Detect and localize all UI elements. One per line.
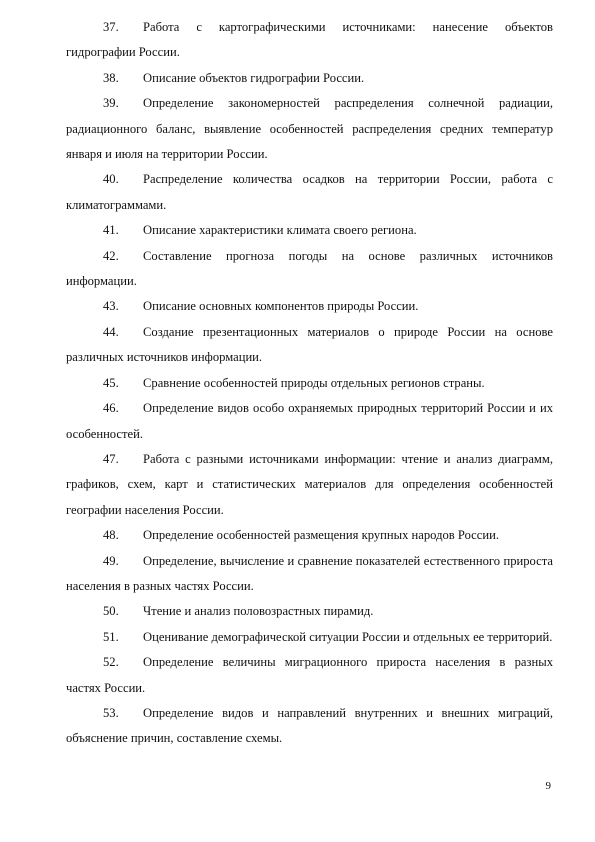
list-item — [66, 15, 553, 66]
list-item-number: 51. — [103, 629, 119, 644]
list-item-text: Оценивание демографической ситуации России и отдельных ее территорий. — [143, 629, 553, 644]
page-number: 9 — [545, 780, 551, 792]
list-item-number: 42. — [103, 248, 119, 263]
list-item — [66, 549, 553, 600]
list-item-text: Определение видов и направлений внутренних и внешних миграций, объяснение причин, составление схемы. — [66, 705, 553, 746]
list-item-text: Работа с картографическими источниками: нанесение объектов гидрографии России. — [66, 20, 553, 60]
list-item-text: Определение закономерностей распределения солнечной радиации, радиационного баланс, выявление особенностей распределения средних температур января и июля на территории России. — [66, 96, 553, 162]
list-item — [66, 320, 553, 371]
list-item-number: 49. — [103, 553, 119, 568]
list-item-text: Определение особенностей размещения крупных народов России. — [143, 528, 499, 543]
list-item-number: 40. — [103, 172, 119, 187]
list-item-number: 46. — [103, 401, 119, 416]
list-item-number: 39. — [103, 96, 119, 111]
list-item — [66, 447, 553, 523]
list-item — [66, 396, 553, 447]
list-item — [66, 244, 553, 295]
numbered-list — [66, 15, 553, 752]
list-item-number: 44. — [103, 324, 119, 339]
list-item-text: Сравнение особенностей природы отдельных регионов страны. — [143, 375, 485, 390]
list-item-text: Создание презентационных материалов о природе России на основе различных источников информации. — [66, 324, 553, 365]
list-item — [66, 66, 553, 91]
list-item-text: Определение величины миграционного прироста населения в разных частях России. — [66, 655, 553, 695]
list-item-number: 43. — [103, 299, 119, 314]
list-item-number: 52. — [103, 655, 119, 670]
list-item-number: 50. — [103, 604, 119, 619]
list-item-text: Описание характеристики климата своего региона. — [143, 223, 417, 238]
list-item-number: 47. — [103, 451, 119, 466]
list-item — [66, 294, 553, 319]
list-item-text: Определение видов особо охраняемых природных территорий России и их особенностей. — [66, 401, 553, 441]
list-item-text: Чтение и анализ половозрастных пирамид. — [143, 604, 374, 619]
list-item-text: Работа с разными источниками информации: чтение и анализ диаграмм, графиков, схем, карт и статистических материалов для определения особенностей географии населения России. — [66, 451, 553, 517]
list-item — [66, 218, 553, 243]
list-item — [66, 625, 553, 650]
list-item — [66, 701, 553, 752]
list-item-text: Определение, вычисление и сравнение показателей естественного прироста населения в разных частях России. — [66, 553, 553, 593]
list-item — [66, 523, 553, 548]
list-item — [66, 91, 553, 167]
list-item-number: 53. — [103, 705, 119, 720]
list-item-text: Распределение количества осадков на территории России, работа с климатограммами. — [66, 172, 553, 212]
list-item-text: Составление прогноза погоды на основе различных источников информации. — [66, 248, 553, 289]
list-item — [66, 167, 553, 218]
list-item-text: Описание основных компонентов природы России. — [143, 299, 419, 314]
list-item-number: 48. — [103, 528, 119, 543]
list-item-text: Описание объектов гидрографии России. — [143, 70, 365, 85]
list-item-number: 41. — [103, 223, 119, 238]
list-item-number: 37. — [103, 20, 119, 34]
list-item — [66, 371, 553, 396]
list-item — [66, 650, 553, 701]
list-item-number: 38. — [103, 70, 119, 85]
list-item — [66, 599, 553, 624]
list-item-number: 45. — [103, 375, 119, 390]
